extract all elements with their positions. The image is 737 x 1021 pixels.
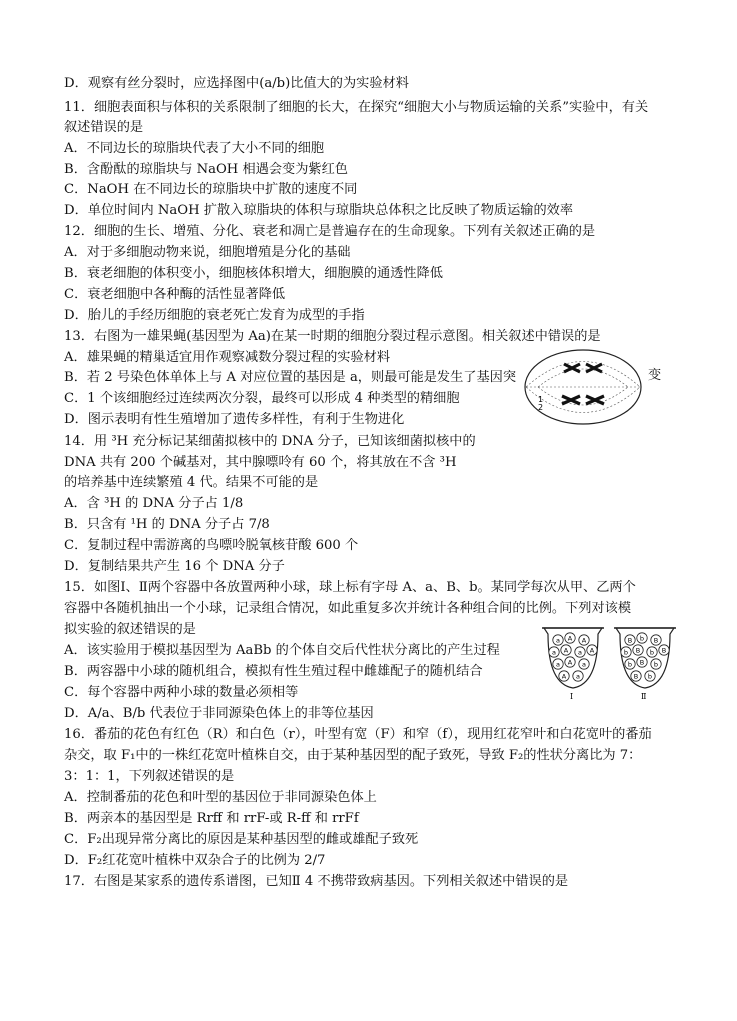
text-line: C．F₂出现异常分离比的原因是某种基因型的雌或雄配子致死 [64,832,419,847]
container-1-label: Ⅰ [570,692,574,700]
text-line: 容器中各随机抽出一个小球，记录组合情况，如此重复多次并统计各种组合间的比例。下列对该模 [64,601,632,616]
ball-label: a [578,648,582,657]
text-line: B．只含有 ¹H 的 DNA 分子占 7/8 [64,517,270,532]
text-line: 12．细胞的生长、增殖、分化、衰老和凋亡是普遍存在的生命现象。下列有关叙述正确的是 [64,224,596,239]
text-line: D．A/a、B/b 代表位于非同源染色体上的非等位基因 [64,706,374,721]
ball-label: b [627,660,633,669]
ball-label: b [639,634,645,643]
ball-label: A [581,636,587,645]
ball-label: A [567,658,573,667]
text-line: D．胎儿的手经历细胞的衰老死亡发育为成型的手指 [64,308,365,323]
text-line: 3：1：1，下列叙述错误的是 [64,769,235,784]
ball-label: b [649,648,655,657]
text-line: A．该实验用于模拟基因型为 AaBb 的个体自交后代性状分离比的产生过程 [64,643,500,658]
ball-label: a [556,660,560,669]
chromosome-label-2: 2 [538,403,544,412]
text-line: B．含酚酞的琼脂块与 NaOH 相遇会变为紫红色 [64,162,348,177]
text-line: D．图示表明有性生殖增加了遗传多样性，有利于生物进化 [64,412,405,427]
ball-label: a [582,660,586,669]
ball-label: a [576,672,580,681]
ball-label: a [552,648,556,657]
container-2 [614,628,676,700]
text-line: 的培养基中连续繁殖 4 代。结果不可能的是 [64,475,319,490]
ball-containers-figure [540,622,680,700]
text-line: DNA 共有 200 个碱基对，其中腺嘌呤有 60 个，将其放在不含 ³H [64,455,457,470]
text-line: C．复制过程中需游离的鸟嘌呤脱氧核苷酸 600 个 [64,538,359,553]
text-line: C．每个容器中两种小球的数量必须相等 [64,685,299,700]
ball-label: B [653,636,659,645]
text-line: 17．右图是某家系的遗传系谱图，已知Ⅱ 4 不携带致病基因。下列相关叙述中错误的是 [64,874,569,889]
chromosome-label-1: 1 [538,395,544,404]
text-line: B．若 2 号染色体单体上与 A 对应位置的基因是 a，则最可能是发生了基因突 [64,370,517,385]
container-2-label: Ⅱ [641,692,647,700]
ball-label: b [647,672,653,681]
ball-label: b [653,660,659,669]
text-line: 11．细胞表面积与体积的关系限制了细胞的长大，在探究“细胞大小与物质运输的关系”实验中，有关 [64,100,649,115]
q13-tail-char: 变 [648,368,662,383]
text-line: B．衰老细胞的体积变小，细胞核体积增大，细胞膜的通透性降低 [64,266,443,281]
ball-label: B [627,636,633,645]
ball-label: B [635,646,641,655]
text-line: 15．如图Ⅰ、Ⅱ两个容器中各放置两种小球，球上标有字母 A、a、B、b。某同学每次从甲、乙两个 [64,580,636,595]
text-line: D．单位时间内 NaOH 扩散入琼脂块的体积与琼脂块总体积之比反映了物质运输的效率 [64,203,574,218]
text-line: C．衰老细胞中各种酶的活性显著降低 [64,287,286,302]
chromosome-pair-bottom [562,396,604,404]
text-line: A．对于多细胞动物来说，细胞增殖是分化的基础 [64,245,351,260]
ball-label: A [589,646,595,655]
text-line: 13．右图为一雄果蝇(基因型为 Aa)在某一时期的细胞分裂过程示意图。相关叙述中错误的是 [64,329,601,344]
text-line: 拟实验的叙述错误的是 [64,622,196,637]
text-line: D．复制结果共产生 16 个 DNA 分子 [64,559,285,574]
text-line: B．两亲本的基因型是 Rrff 和 rrF-或 R-ff 和 rrFf [64,811,359,826]
ball-label: b [623,648,629,657]
text-line: C．1 个该细胞经过连续两次分裂，最终可以形成 4 种类型的精细胞 [64,391,460,406]
ball-label: B [639,658,645,667]
cell-division-figure [518,346,648,428]
text-line: 叙述错误的是 [64,120,144,135]
text-line: 杂交，取 F₁中的一株红花宽叶植株自交，由于某种基因型的配子致死，导致 F₂的性状分离比为 7： [64,748,642,763]
text-line: D．F₂红花宽叶植株中双杂合子的比例为 2/7 [64,853,326,868]
ball-label: A [563,646,569,655]
text-line: 16．番茄的花色有红色（R）和白色（r），叶型有宽（F）和窄（f），现用红花窄叶和白花宽叶的番茄 [64,727,652,742]
text-line: A．不同边长的琼脂块代表了大小不同的细胞 [64,141,325,156]
ball-label: B [661,646,667,655]
container-1 [542,628,604,700]
text-line: D．观察有丝分裂时，应选择图中(a/b)比值大的为实验材料 [64,76,409,91]
ball-label: a [556,636,560,645]
text-line: 14．用 ³H 充分标记某细菌拟核中的 DNA 分子，已知该细菌拟核中的 [64,434,476,449]
ball-label: A [567,634,573,643]
ball-label: B [633,672,639,681]
text-line: C．NaOH 在不同边长的琼脂块中扩散的速度不同 [64,182,358,197]
ball-label: A [561,672,567,681]
text-line: A．雄果蝇的精巢适宜用作观察减数分裂过程的实验材料 [64,350,391,365]
chromosome-pair-top [564,364,602,372]
text-line: B．两容器中小球的随机组合，模拟有性生殖过程中雌雄配子的随机结合 [64,664,483,679]
text-line: A．控制番茄的花色和叶型的基因位于非同源染色体上 [64,790,377,805]
text-line: A．含 ³H 的 DNA 分子占 1/8 [64,496,244,511]
